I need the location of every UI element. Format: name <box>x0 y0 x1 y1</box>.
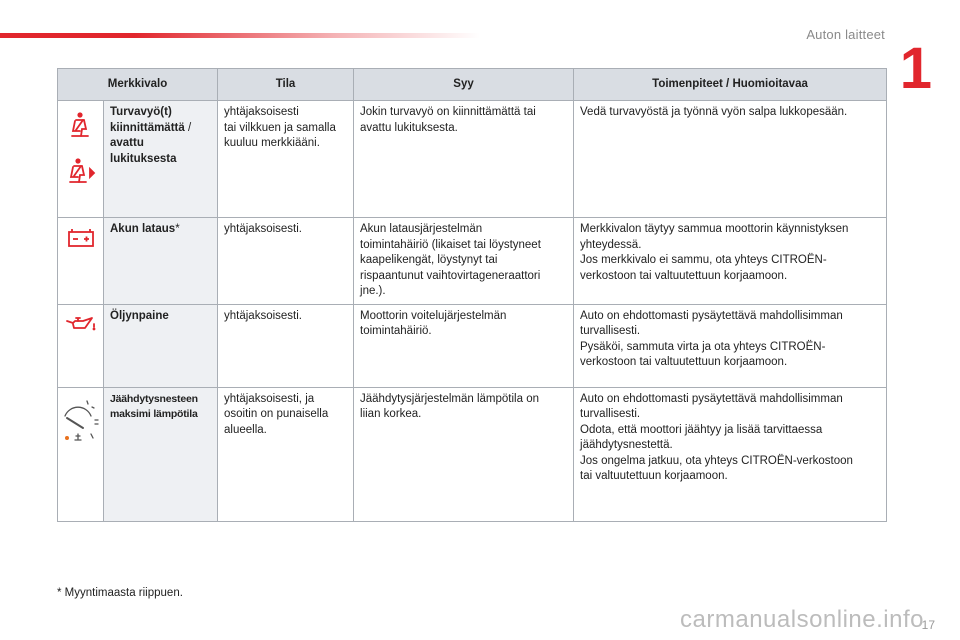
battery-icon <box>67 228 95 248</box>
cause-line: avattu lukituksesta. <box>360 121 458 134</box>
status-line: yhtäjaksoisesti. <box>224 223 302 235</box>
status-line: tai vilkkuen ja samalla <box>224 121 336 134</box>
action-line: yhteydessä. <box>580 238 642 251</box>
action-line: turvallisesti. <box>580 325 641 337</box>
page-number: 17 <box>921 618 935 632</box>
action-line: jäähdytysnestettä. <box>580 439 673 451</box>
action-line: tai valtuutettuun korjaamoon. <box>580 470 728 482</box>
status-line: yhtäjaksoisesti <box>224 106 299 118</box>
name-line: / <box>187 121 192 134</box>
status-line: yhtäjaksoisesti, ja <box>224 392 315 405</box>
status-line: osoitin on punaisella <box>224 408 329 420</box>
cause-line: liian korkea. <box>360 408 422 420</box>
warning-name-cell <box>104 387 218 522</box>
seatbelt-rear-icon <box>66 157 96 185</box>
column-header-toimenpiteet: Toimenpiteet / Huomioitavaa <box>574 69 887 101</box>
icon-cell <box>58 101 104 218</box>
status-cell <box>218 101 354 218</box>
cause-line: rispaantunut vaihtovirtageneraattori <box>360 269 541 282</box>
action-line: Pysäköi, sammuta virta ja ota yhteys CITROËN- <box>580 340 826 353</box>
coolant-temperature-icon <box>61 398 101 444</box>
warning-lights-table <box>57 68 887 522</box>
status-cell <box>218 387 354 522</box>
cause-cell <box>354 387 574 522</box>
cause-line: Jäähdytysjärjestelmän lämpötila on <box>360 392 539 405</box>
column-header-tila: Tila <box>218 69 354 101</box>
action-line: verkostoon tai valtuutettuun korjaamoon. <box>580 356 788 368</box>
cause-line: toimintahäiriö (likaiset tai löystyneet <box>360 238 541 251</box>
column-header-merkkivalo: Merkkivalo <box>58 69 218 101</box>
warning-name-cell <box>104 101 218 218</box>
cause-cell <box>354 304 574 387</box>
chapter-number: 1 <box>899 36 932 101</box>
cause-line: jne.). <box>360 285 386 297</box>
action-line: verkostoon tai valtuutettuun korjaamoon. <box>580 269 788 282</box>
name-line: lukituksesta <box>110 152 177 165</box>
seatbelt-icon <box>68 111 94 139</box>
table-row <box>58 101 887 218</box>
oil-can-icon <box>65 315 97 333</box>
status-line: kuuluu merkkiääni. <box>224 137 320 149</box>
status-cell <box>218 218 354 305</box>
action-line: Jos merkkivalo ei sammu, ota yhteys CITROËN- <box>580 254 827 266</box>
watermark: carmanualsonline.info <box>680 606 924 633</box>
name-line: avattu <box>110 137 144 149</box>
icon-cell <box>58 387 104 522</box>
table-row <box>58 387 887 522</box>
status-line: alueella. <box>224 423 267 436</box>
action-cell <box>574 304 887 387</box>
table-row <box>58 304 887 387</box>
cause-cell <box>354 101 574 218</box>
action-line: Vedä turvavyöstä ja työnnä vyön salpa lukkopesään. <box>580 106 848 118</box>
action-line: Jos ongelma jatkuu, ota yhteys CITROËN-verkostoon <box>580 454 853 467</box>
status-line: yhtäjaksoisesti. <box>224 309 302 322</box>
icon-cell <box>58 218 104 305</box>
cause-cell <box>354 218 574 305</box>
cause-line: toimintahäiriö. <box>360 325 432 337</box>
name-line: maksimi lämpötila <box>110 408 198 420</box>
action-line: turvallisesti. <box>580 408 641 420</box>
action-cell <box>574 218 887 305</box>
cause-line: Akun latausjärjestelmän <box>360 223 483 235</box>
footnote: * Myyntimaasta riippuen. <box>57 587 183 599</box>
table-row <box>58 218 887 305</box>
cause-line: kaapelikengät, löystynyt tai <box>360 254 498 266</box>
name-line: Jäähdytysnesteen <box>110 392 198 405</box>
name-line: Turvavyö(t) <box>110 106 172 118</box>
column-header-syy: Syy <box>354 69 574 101</box>
action-line: Auto on ehdottomasti pysäytettävä mahdollisimman <box>580 309 843 322</box>
action-line: Merkkivalon täytyy sammua moottorin käynnistyksen <box>580 223 849 235</box>
name-line: Akun lataus <box>110 223 176 235</box>
action-line: Odota, että moottori jäähtyy ja lisää tarvittaessa <box>580 423 823 436</box>
action-cell <box>574 387 887 522</box>
table-header-row <box>58 69 887 101</box>
warning-name-cell <box>104 304 218 387</box>
icon-cell <box>58 304 104 387</box>
name-line: kiinnittämättä <box>110 121 185 134</box>
action-cell <box>574 101 887 218</box>
cause-line: Jokin turvavyö on kiinnittämättä tai <box>360 106 536 118</box>
action-line: Auto on ehdottomasti pysäytettävä mahdollisimman <box>580 392 843 405</box>
top-accent-bar <box>0 33 480 38</box>
section-title: Auton laitteet <box>806 27 885 42</box>
status-cell <box>218 304 354 387</box>
cause-line: Moottorin voitelujärjestelmän <box>360 309 507 322</box>
footnote-marker: * <box>175 223 180 235</box>
name-line: Öljynpaine <box>110 309 169 322</box>
warning-name-cell <box>104 218 218 305</box>
